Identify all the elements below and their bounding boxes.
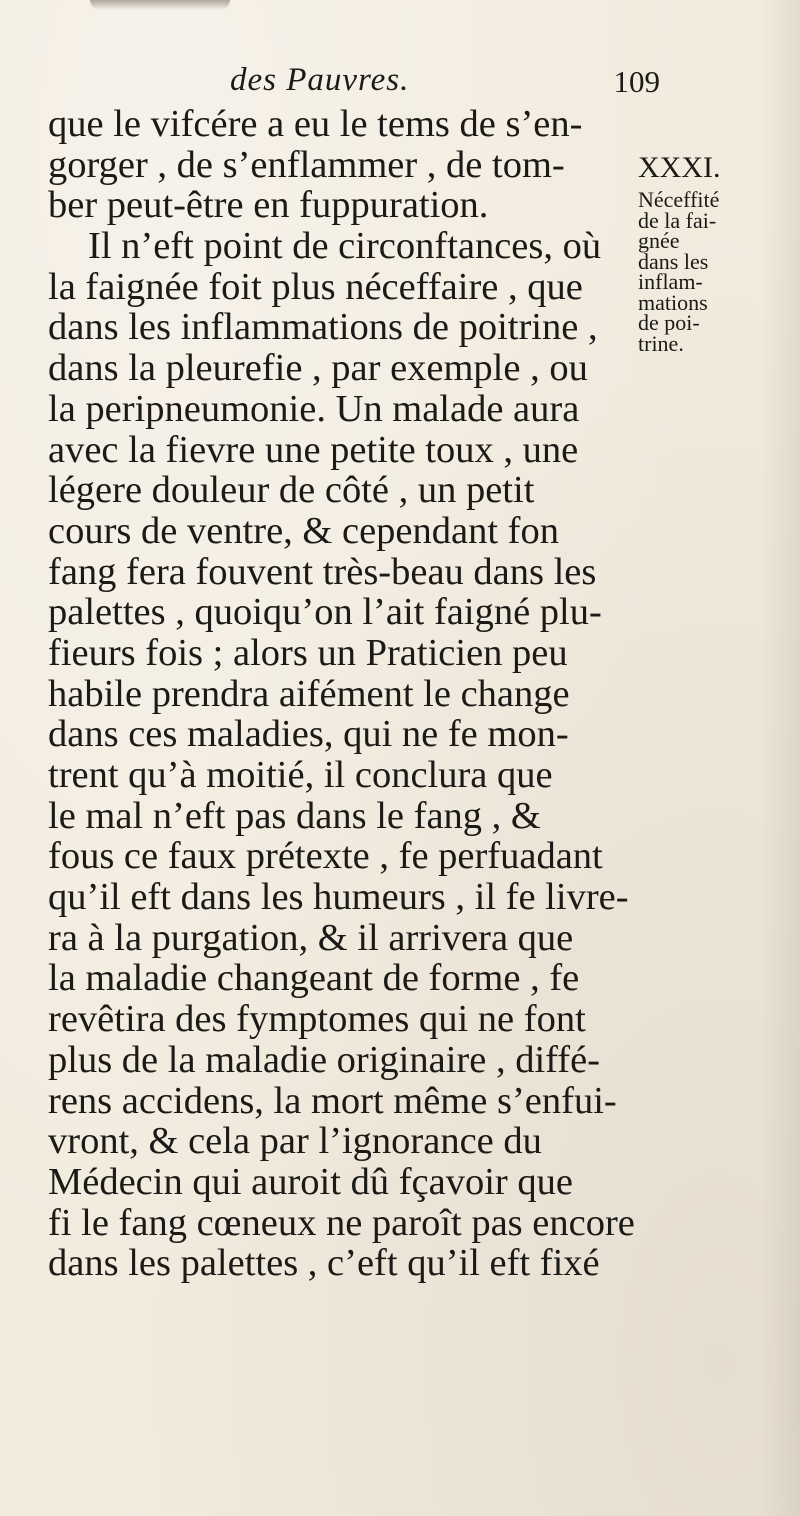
margin-note-line: inflam- <box>638 269 703 294</box>
text-line: la peripneumonie. Un malade aura <box>48 387 580 430</box>
body-text <box>48 103 635 1285</box>
margin-note-line: dans les <box>638 248 709 274</box>
text-line: ber peut-être en fuppuration. <box>48 184 489 227</box>
text-line: gorger , de s’enflammer , de tom- <box>48 143 565 186</box>
text-line: ra à la purgation, & il arrivera que <box>48 916 574 959</box>
margin-note-line: trine. <box>638 330 684 356</box>
text-line: dans les palettes , c’eft qu’il eft fixé <box>48 1242 600 1285</box>
text-line: avec la fievre une petite toux , une <box>48 428 579 471</box>
paragraph-start-line: Il n’eft point de circonftances, où <box>88 225 602 268</box>
text-line: rens accidens, la mort même s’enfui- <box>48 1079 617 1122</box>
text-line: la faignée foit plus néceffaire , que <box>48 265 583 308</box>
text-line: légere douleur de côté , un petit <box>48 469 535 512</box>
text-line: fi le fang cœneux ne paroît pas encore <box>48 1201 635 1244</box>
text-line: dans la pleurefie , par exemple , ou <box>48 347 588 390</box>
text-line: dans les inflammations de poitrine , <box>48 306 598 349</box>
text-line: qu’il eft dans les humeurs , il fe livre- <box>48 876 629 919</box>
page-header <box>230 62 660 102</box>
margin-note-line: mations <box>638 289 708 315</box>
text-line: cours de ventre, & cependant fon <box>48 509 559 552</box>
running-title: des Pauvres. <box>230 62 410 98</box>
text-line: que le vifcére a eu le tems de s’en- <box>48 103 583 145</box>
text-line: trent qu’à moitié, il conclura que <box>48 754 553 796</box>
text-line: palettes , quoiqu’on l’ait faigné plu- <box>48 591 602 634</box>
text-line: habile prendra aifément le change <box>48 672 570 715</box>
text-line: fang fera fouvent très-beau dans les <box>48 550 597 593</box>
text-line: plus de la maladie originaire , diffé- <box>48 1038 600 1081</box>
margin-note-line: Néceffité <box>638 187 720 212</box>
ink-smudge <box>90 0 230 10</box>
margin-note-number: XXXI. <box>638 151 721 184</box>
margin-note-line: de la fai- <box>638 207 717 233</box>
page-number: 109 <box>613 64 660 99</box>
text-line: dans ces maladies, qui ne fe mon- <box>48 713 569 756</box>
margin-note-line: de poi- <box>638 310 700 335</box>
text-line: fieurs fois ; alors un Praticien peu <box>48 631 568 674</box>
text-line: la maladie changeant de forme , fe <box>48 957 580 1000</box>
margin-note-line: gnée <box>638 228 680 253</box>
text-line: Médecin qui auroit dû fçavoir que <box>48 1160 573 1203</box>
text-line: le mal n’eft pas dans le fang , & <box>48 794 541 837</box>
margin-note <box>638 150 788 354</box>
text-line: revêtira des fymptomes qui ne font <box>48 998 586 1041</box>
text-line: vront, & cela par l’ignorance du <box>48 1120 542 1163</box>
text-line: fous ce faux prétexte , fe perfuadant <box>48 835 603 878</box>
